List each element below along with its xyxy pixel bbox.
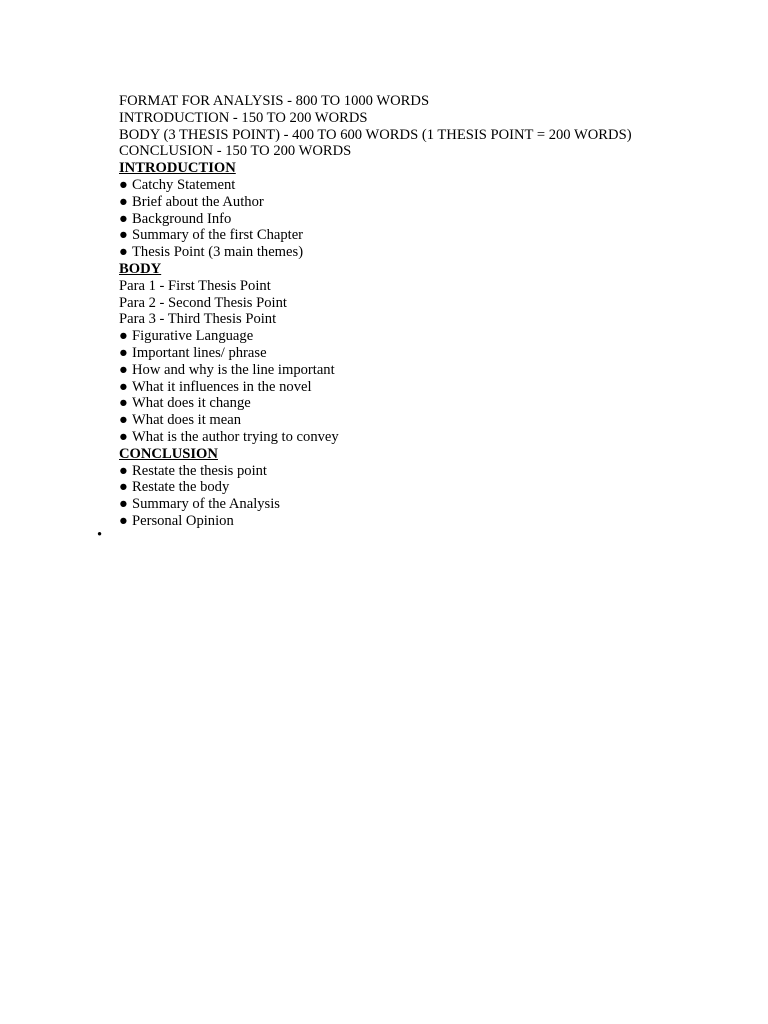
list-item-text: What does it mean <box>132 412 242 429</box>
list-item <box>119 513 739 530</box>
list-item-text: Brief about the Author <box>132 193 264 210</box>
bullet-icon: ● <box>119 428 128 445</box>
header-line-introduction: INTRODUCTION - 150 TO 200 WORDS <box>119 109 368 126</box>
header-line-format: FORMAT FOR ANALYSIS - 800 TO 1000 WORDS <box>119 93 430 109</box>
body-paragraph-1: Para 1 - First Thesis Point <box>119 277 271 294</box>
bullet-icon: ● <box>119 395 128 412</box>
list-item-text: Summary of the Analysis <box>132 496 280 513</box>
list-item <box>119 194 739 211</box>
body-paragraph-2: Para 2 - Second Thesis Point <box>119 294 287 311</box>
list-item <box>119 362 739 379</box>
header-line-conclusion: CONCLUSION - 150 TO 200 WORDS <box>119 143 352 160</box>
list-item-text: What it influences in the novel <box>132 378 312 395</box>
list-item-text: Background Info <box>132 210 232 227</box>
list-item-text: Important lines/ phrase <box>132 344 267 361</box>
list-item-text: What is the author trying to convey <box>132 428 339 445</box>
list-item <box>119 244 739 261</box>
body-paragraph-3: Para 3 - Third Thesis Point <box>119 311 277 328</box>
bullet-icon: ● <box>119 412 128 429</box>
list-item <box>119 496 739 513</box>
bullet-icon: ● <box>119 512 128 529</box>
list-item-text: Personal Opinion <box>132 512 234 529</box>
list-item-text: What does it change <box>132 395 251 412</box>
list-item-text: Restate the thesis point <box>132 462 267 479</box>
list-item <box>119 328 739 345</box>
list-item-text: Thesis Point (3 main themes) <box>132 244 304 261</box>
bullet-icon: ● <box>119 193 128 210</box>
list-item <box>119 412 739 429</box>
bullet-icon: ● <box>119 344 128 361</box>
introduction-heading: INTRODUCTION <box>119 160 236 177</box>
list-item-text: Restate the body <box>132 479 230 496</box>
bullet-icon: ● <box>119 496 128 513</box>
list-item-text: Summary of the first Chapter <box>132 227 304 244</box>
bullet-icon: ● <box>119 361 128 378</box>
list-item <box>119 463 739 480</box>
bullet-icon: ● <box>119 244 128 261</box>
bullet-icon: ● <box>119 378 128 395</box>
list-item <box>119 395 739 412</box>
list-item-text: How and why is the line important <box>132 361 335 378</box>
list-item <box>119 429 739 446</box>
body-heading: BODY <box>119 260 162 277</box>
header-line-body: BODY (3 THESIS POINT) - 400 TO 600 WORDS (1 THESIS POINT = 200 WORDS) <box>119 126 632 143</box>
list-item <box>119 211 739 228</box>
list-item-text: Figurative Language <box>132 328 254 345</box>
bullet-icon: ● <box>119 462 128 479</box>
bullet-icon: ● <box>119 328 128 345</box>
bullet-icon: ● <box>119 176 128 193</box>
list-item <box>119 345 739 362</box>
document-content <box>119 93 739 530</box>
list-item <box>119 379 739 396</box>
bullet-icon: ● <box>119 479 128 496</box>
bullet-icon: ● <box>119 210 128 227</box>
list-item <box>119 177 739 194</box>
empty-bullet-icon: • <box>97 527 103 543</box>
conclusion-heading: CONCLUSION <box>119 445 218 462</box>
list-item <box>119 227 739 244</box>
list-item-text: Catchy Statement <box>132 176 236 193</box>
bullet-icon: ● <box>119 227 128 244</box>
list-item <box>119 479 739 496</box>
